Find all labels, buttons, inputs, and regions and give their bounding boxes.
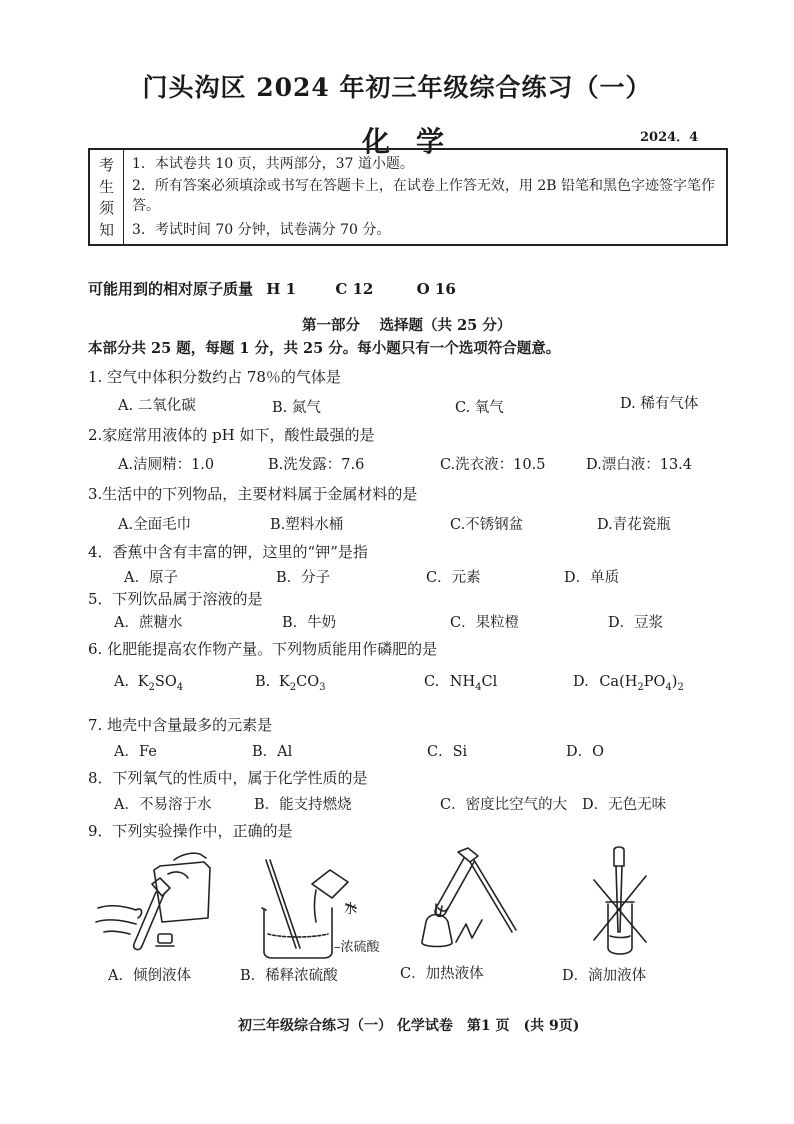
question-5-option-c: C．果粒橙 [450, 615, 520, 631]
question-7-option-a: A．Fe [114, 744, 157, 760]
question-5-stem: 5．下列饮品属于溶液的是 [88, 590, 263, 608]
question-2-option-b: B.洗发露：7.6 [268, 457, 365, 473]
question-7-stem: 7. 地壳中含量最多的元素是 [88, 716, 273, 734]
question-5-option-b: B．牛奶 [282, 615, 337, 631]
question-4-option-d: D．单质 [564, 570, 620, 586]
notice-label [90, 150, 124, 244]
atomic-mass-o: O 16 [416, 280, 456, 298]
figure-label-acid: –浓硫酸 [334, 940, 380, 955]
question-7-option-c: C．Si [427, 744, 468, 760]
formula-k2so4: $K_2SO_4$ [137, 674, 184, 693]
question-8-option-d: D．无色无味 [582, 797, 667, 813]
exam-title: 门头沟区 2024 年初三年级综合练习（一） [142, 73, 652, 102]
figure-dropping-liquid [580, 846, 660, 958]
question-6-option-d [573, 674, 684, 693]
question-9-option-d: D．滴加液体 [562, 968, 647, 984]
question-3-option-b: B.塑料水桶 [270, 517, 344, 533]
question-1-option-d: D. 稀有气体 [620, 396, 699, 412]
formula-cah2po42: $Ca(H_2PO_4)_2$ [599, 674, 684, 693]
question-6-option-a [114, 674, 183, 693]
question-6-option-b [255, 674, 325, 693]
notice-item-1: 1．本试卷共 10 页，共两部分，37 道小题。 [132, 156, 414, 172]
question-2-option-d: D.漂白液：13.4 [586, 457, 693, 473]
question-4-option-a: A．原子 [124, 570, 178, 586]
question-8-option-c: C．密度比空气的大 [440, 797, 568, 813]
question-3-option-a: A.全面毛巾 [118, 517, 192, 533]
question-2-option-c: C.洗衣液：10.5 [440, 457, 546, 473]
question-5-option-d: D．豆浆 [608, 615, 664, 631]
figure-pouring-liquid [92, 848, 222, 960]
option-letter: D. [573, 674, 589, 690]
figure-heating-liquid [408, 846, 528, 960]
notice-label-char: 知 [98, 220, 114, 239]
question-3-stem: 3.生活中的下列物品，主要材料属于金属材料的是 [88, 485, 418, 503]
question-9-option-c: C．加热液体 [400, 966, 484, 982]
atomic-mass-h: H 1 [266, 280, 297, 298]
exam-date: 2024．4 [640, 130, 699, 145]
figure-label-water: 水 [344, 902, 358, 917]
notice-item-3: 3．考试时间 70 分钟，试卷满分 70 分。 [132, 222, 391, 238]
question-9-option-a: A．倾倒液体 [108, 968, 191, 984]
question-4-option-b: B．分子 [276, 570, 331, 586]
question-1-option-a: A. 二氧化碳 [118, 398, 196, 414]
question-8-option-b: B．能支持燃烧 [254, 797, 352, 813]
question-4-option-c: C．元素 [426, 570, 481, 586]
question-7-option-b: B．Al [252, 744, 293, 760]
question-2-option-a: A.洁厕精：1.0 [118, 457, 215, 473]
atomic-mass-label: 可能用到的相对原子质量 [88, 280, 254, 298]
section-title: 第一部分 选择题（共 25 分） [302, 317, 512, 334]
notice-label-char: 须 [98, 199, 114, 218]
formula-k2co3: $K_2CO_3$ [278, 674, 326, 693]
option-letter: C. [424, 674, 440, 690]
question-8-stem: 8．下列氧气的性质中，属于化学性质的是 [88, 769, 368, 787]
question-1-stem: 1. 空气中体积分数约占 78％的气体是 [88, 368, 341, 386]
page-footer: 初三年级综合练习（一） 化学试卷 第1 页 (共 9页) [238, 1018, 580, 1034]
subject-title: 化学 [362, 125, 471, 158]
question-8-option-a: A．不易溶于水 [114, 797, 212, 813]
option-letter: A. [114, 674, 130, 690]
section-instructions: 本部分共 25 题，每题 1 分，共 25 分。每小题只有一个选项符合题意。 [88, 340, 561, 357]
notice-item-2: 2．所有答案必须填涂或书写在答题卡上，在试卷上作答无效，用 2B 铅笔和黑色字迹签字笔作答。 [132, 178, 716, 214]
question-6-stem: 6. 化肥能提高农作物产量。下列物质能用作磷肥的是 [88, 640, 438, 658]
notice-label-char: 考 [98, 156, 114, 175]
notice-box [88, 148, 728, 246]
question-4-stem: 4．香蕉中含有丰富的钾，这里的“钾”是指 [88, 543, 368, 561]
question-5-option-a: A．蔗糖水 [114, 615, 183, 631]
question-2-stem: 2.家庭常用液体的 pH 如下，酸性最强的是 [88, 426, 375, 444]
question-1-option-c: C. 氧气 [455, 400, 504, 416]
question-6-option-c [424, 674, 497, 693]
question-9-stem: 9．下列实验操作中，正确的是 [88, 822, 293, 840]
question-9-option-b: B．稀释浓硫酸 [240, 968, 338, 984]
question-7-option-d: D．O [566, 744, 605, 760]
question-1-option-b: B. 氮气 [272, 400, 321, 416]
question-3-option-c: C.不锈钢盆 [450, 517, 524, 533]
notice-label-char: 生 [98, 177, 114, 196]
atomic-mass-c: C 12 [335, 280, 374, 298]
option-letter: B. [255, 674, 271, 690]
atomic-mass-line [88, 278, 456, 299]
question-3-option-d: D.青花瓷瓶 [597, 517, 671, 533]
formula-nh4cl: $NH_4Cl$ [449, 674, 498, 693]
